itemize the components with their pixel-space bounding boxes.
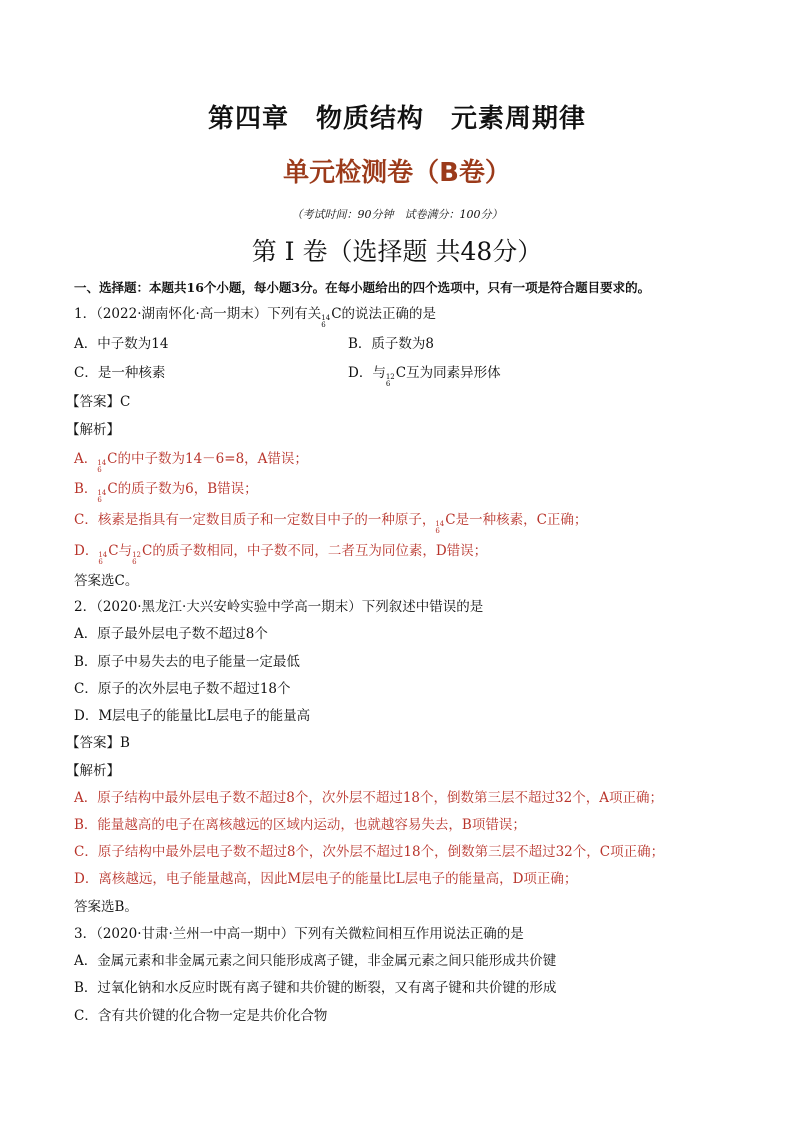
q2-analysis-d: D．离核越远，电子能量越高，因此M层电子的能量比L层电子的能量高，D项正确；: [74, 871, 578, 887]
q2-option-a: A．原子最外层电子数不超过8个: [74, 626, 268, 642]
q2-analysis-a: A．原子结构中最外层电子数不超过8个，次外层不超过18个，倒数第三层不超过32个，A项正确；: [74, 790, 663, 806]
q1-option-b: B．质子数为8: [348, 336, 435, 352]
q2-answer: 【答案】B: [66, 735, 130, 751]
q2-analysis-c: C．原子结构中最外层电子数不超过8个，次外层不超过18个，倒数第三层不超过32个，C项正确；: [74, 844, 665, 860]
isotope-c14: 14 6: [321, 314, 331, 329]
q3-option-c: C．含有共价键的化合物一定是共价化合物: [74, 1008, 328, 1024]
section-heading: 第 I 卷（选择题 共48分）: [251, 237, 543, 266]
q1-conclusion: 答案选C。: [74, 573, 139, 589]
q3-option-b: B．过氧化钠和水反应时既有离子键和共价键的断裂，又有离子键和共价键的形成: [74, 980, 557, 996]
q1-stem: 1．（2022·湖南怀化·高一期末）下列有关 14 6 C的说法正确的是: [74, 306, 437, 329]
q1-option-d: D．与 12 6 C互为同素异形体: [348, 365, 501, 388]
q1-analysis-a: A． 14 6 C的中子数为14－6=8，A错误；: [74, 451, 308, 474]
instructions: 一、选择题：本题共16个小题，每小题3分。在每小题给出的四个选项中，只有一项是符合题目要求的。: [74, 280, 651, 295]
q2-conclusion: 答案选B。: [74, 899, 138, 915]
q1-analysis-c: C．核素是指具有一定数目质子和一定数目中子的一种原子， 14 6 C是一种核素，C正确；: [74, 512, 588, 535]
exam-subtitle: 单元检测卷（B卷）: [283, 158, 511, 188]
q1-analysis-b: B． 14 6 C的质子数为6，B错误；: [74, 481, 258, 504]
q2-analysis-label: 【解析】: [66, 763, 120, 779]
exam-time-info: （考试时间：90分钟 试卷满分：100分）: [291, 208, 503, 221]
q2-analysis-b: B．能量越高的电子在离核越远的区域内运动，也就越容易失去，B项错误；: [74, 817, 526, 833]
q1-answer: 【答案】C: [66, 394, 131, 410]
q1-option-a: A．中子数为14: [74, 336, 169, 352]
chapter-title: 第四章 物质结构 元素周期律: [207, 104, 586, 134]
q2-option-d: D．M层电子的能量比L层电子的能量高: [74, 708, 311, 724]
q2-stem: 2．（2020·黑龙江·大兴安岭实验中学高一期末）下列叙述中错误的是: [74, 599, 484, 615]
q2-option-c: C．原子的次外层电子数不超过18个: [74, 681, 291, 697]
q3-option-a: A．金属元素和非金属元素之间只能形成离子键，非金属元素之间只能形成共价键: [74, 953, 557, 969]
q1-analysis-d: D． 14 6 C与 12 6 C的质子数相同，中子数不同，二者互为同位素，D错误；: [74, 543, 488, 566]
q1-option-c: C．是一种核素: [74, 365, 166, 381]
q2-option-b: B．原子中易失去的电子能量一定最低: [74, 654, 300, 670]
q3-stem: 3．（2020·甘肃·兰州一中高一期中）下列有关微粒间相互作用说法正确的是: [74, 926, 524, 942]
q1-analysis-label: 【解析】: [66, 422, 120, 438]
